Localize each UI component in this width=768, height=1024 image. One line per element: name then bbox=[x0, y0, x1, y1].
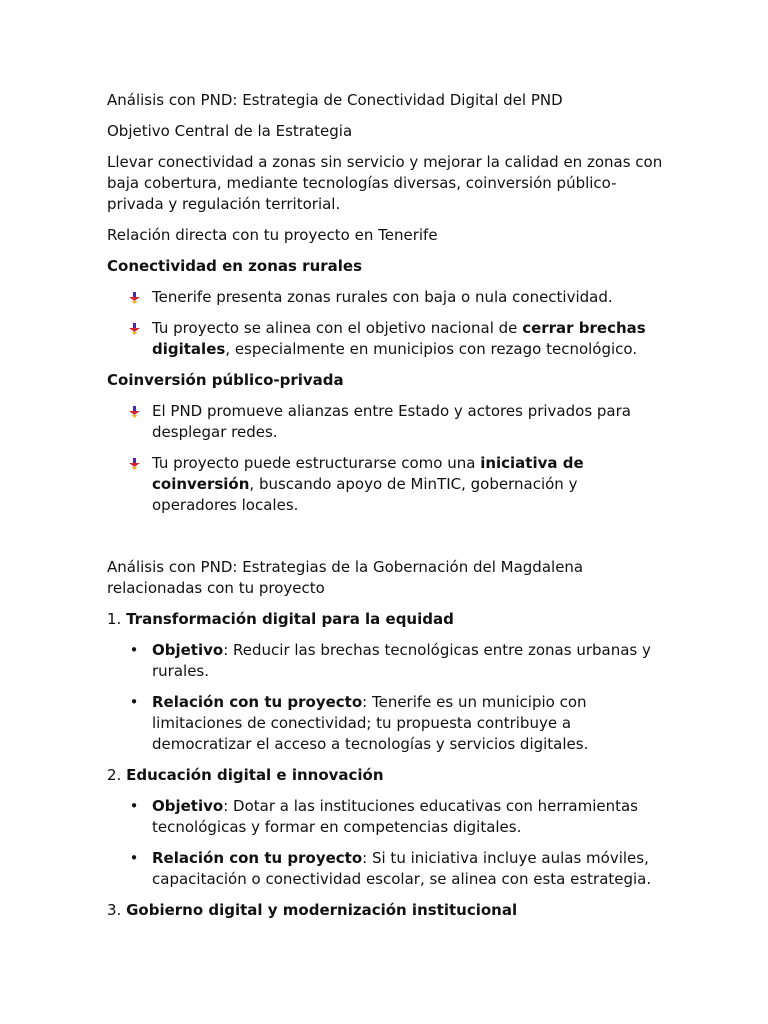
emphasis-text: iniciativa de coinversión bbox=[152, 454, 584, 493]
item-label: Relación con tu proyecto bbox=[152, 693, 363, 711]
strategy-number: 3. bbox=[107, 901, 127, 919]
strategy-heading-2 bbox=[107, 765, 667, 786]
list-item bbox=[107, 796, 667, 838]
list-item-text: : Tenerife es un municipio con limitaciones de conectividad; tu propuesta contribuye a democratizar el acceso a tecnologías y servicios digitales. bbox=[152, 693, 589, 753]
strategy-title: Educación digital e innovación bbox=[126, 766, 384, 784]
rural-heading: Conectividad en zonas rurales bbox=[107, 257, 363, 275]
strategy-number: 1. bbox=[107, 610, 127, 628]
list-item bbox=[107, 692, 667, 755]
gob-title: Análisis con PND: Estrategias de la Gobernación del Magdalena relacionadas con tu proyecto bbox=[107, 558, 584, 597]
list-item bbox=[107, 401, 667, 443]
item-label: Relación con tu proyecto bbox=[152, 849, 363, 867]
list-item-text: , especialmente en municipios con rezago tecnológico. bbox=[225, 340, 638, 358]
list-item-text: : Reducir las brechas tecnológicas entre zonas urbanas y rurales. bbox=[152, 641, 651, 680]
objective-text: Llevar conectividad a zonas sin servicio y mejorar la calidad en zonas con baja cobertura, mediante tecnologías diversas, coinversión público-privada y regulación territorial. bbox=[107, 153, 663, 213]
coinversion-heading: Coinversión público-privada bbox=[107, 371, 344, 389]
list-item-text: Tenerife presenta zonas rurales con baja o nula conectividad. bbox=[152, 288, 613, 306]
objective-heading: Objetivo Central de la Estrategia bbox=[107, 122, 353, 140]
section-spacer bbox=[107, 526, 667, 557]
strategy-number: 2. bbox=[107, 766, 127, 784]
list-item-text: , buscando apoyo de MinTIC, gobernación y operadores locales. bbox=[152, 475, 578, 514]
coinversion-list bbox=[107, 401, 667, 516]
list-item bbox=[107, 848, 667, 890]
list-item bbox=[107, 318, 667, 360]
strategy-heading-1 bbox=[107, 609, 667, 630]
list-item-text: Tu proyecto se alinea con el objetivo nacional de bbox=[152, 319, 523, 337]
strategy-heading-3 bbox=[107, 900, 667, 921]
item-label: Objetivo bbox=[152, 797, 224, 815]
document-body bbox=[107, 90, 667, 931]
bullet-dot-icon: • bbox=[129, 797, 139, 815]
list-item-text: Tu proyecto puede estructurarse como una bbox=[152, 454, 481, 472]
arrow-down-bullet-icon bbox=[129, 292, 140, 304]
arrow-down-bullet-icon bbox=[129, 406, 140, 418]
list-item-text: El PND promueve alianzas entre Estado y actores privados para desplegar redes. bbox=[152, 402, 631, 441]
item-label: Objetivo bbox=[152, 641, 224, 659]
list-item-text: : Dotar a las instituciones educativas con herramientas tecnológicas y formar en competencias digitales. bbox=[152, 797, 638, 836]
strategy-1-list bbox=[107, 640, 667, 755]
list-item bbox=[107, 453, 667, 516]
strategy-2-list bbox=[107, 796, 667, 890]
rural-list bbox=[107, 287, 667, 360]
relation-heading: Relación directa con tu proyecto en Tenerife bbox=[107, 226, 438, 244]
pnd-title: Análisis con PND: Estrategia de Conectividad Digital del PND bbox=[107, 91, 563, 109]
strategy-title: Transformación digital para la equidad bbox=[126, 610, 454, 628]
list-item-text: : Si tu iniciativa incluye aulas móviles, capacitación o conectividad escolar, se alinea con esta estrategia. bbox=[152, 849, 652, 888]
list-item bbox=[107, 640, 667, 682]
bullet-dot-icon: • bbox=[129, 849, 139, 867]
bullet-dot-icon: • bbox=[129, 641, 139, 659]
arrow-down-bullet-icon bbox=[129, 458, 140, 470]
emphasis-text: cerrar brechas digitales bbox=[152, 319, 646, 358]
arrow-down-bullet-icon bbox=[129, 323, 140, 335]
bullet-dot-icon: • bbox=[129, 693, 139, 711]
strategy-title: Gobierno digital y modernización institucional bbox=[126, 901, 518, 919]
list-item bbox=[107, 287, 667, 308]
